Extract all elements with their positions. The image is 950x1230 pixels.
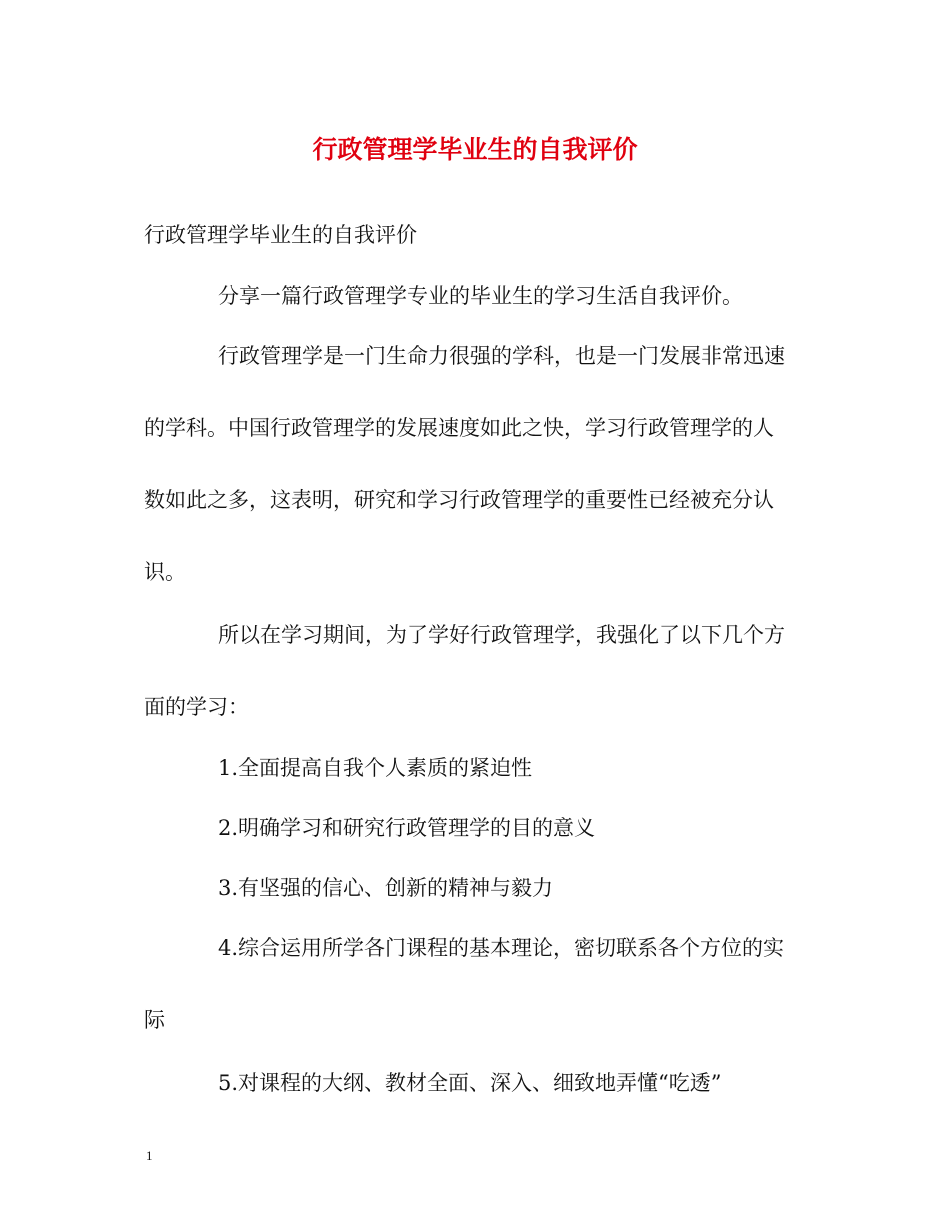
document-title: 行政管理学毕业生的自我评价 (312, 135, 638, 164)
page-number: 1 (146, 1148, 153, 1163)
text-line: 行政管理学是一门生命力很强的学科，也是一门发展非常迅速 (218, 344, 785, 368)
text-line: 行政管理学毕业生的自我评价 (144, 223, 417, 247)
text-line: 分享一篇行政管理学专业的毕业生的学习生活自我评价。 (218, 284, 743, 308)
text-line: 际 (144, 1008, 165, 1032)
text-line: 的学科。中国行政管理学的发展速度如此之快，学习行政管理学的人 (144, 416, 774, 440)
text-line: 面的学习： (144, 695, 249, 719)
list-item: 1.全面提高自我个人素质的紧迫性 (218, 756, 533, 780)
list-item: 4.综合运用所学各门课程的基本理论，密切联系各个方位的实 (218, 936, 785, 960)
list-item: 2.明确学习和研究行政管理学的目的意义 (218, 816, 596, 840)
text-line: 所以在学习期间，为了学好行政管理学，我强化了以下几个方 (218, 623, 785, 647)
list-item: 5.对课程的大纲、教材全面、深入、细致地弄懂“吃透” (218, 1071, 722, 1095)
list-item: 3.有坚强的信心、创新的精神与毅力 (218, 876, 554, 900)
text-line: 识。 (144, 560, 186, 584)
text-line: 数如此之多，这表明，研究和学习行政管理学的重要性已经被充分认 (144, 488, 774, 512)
